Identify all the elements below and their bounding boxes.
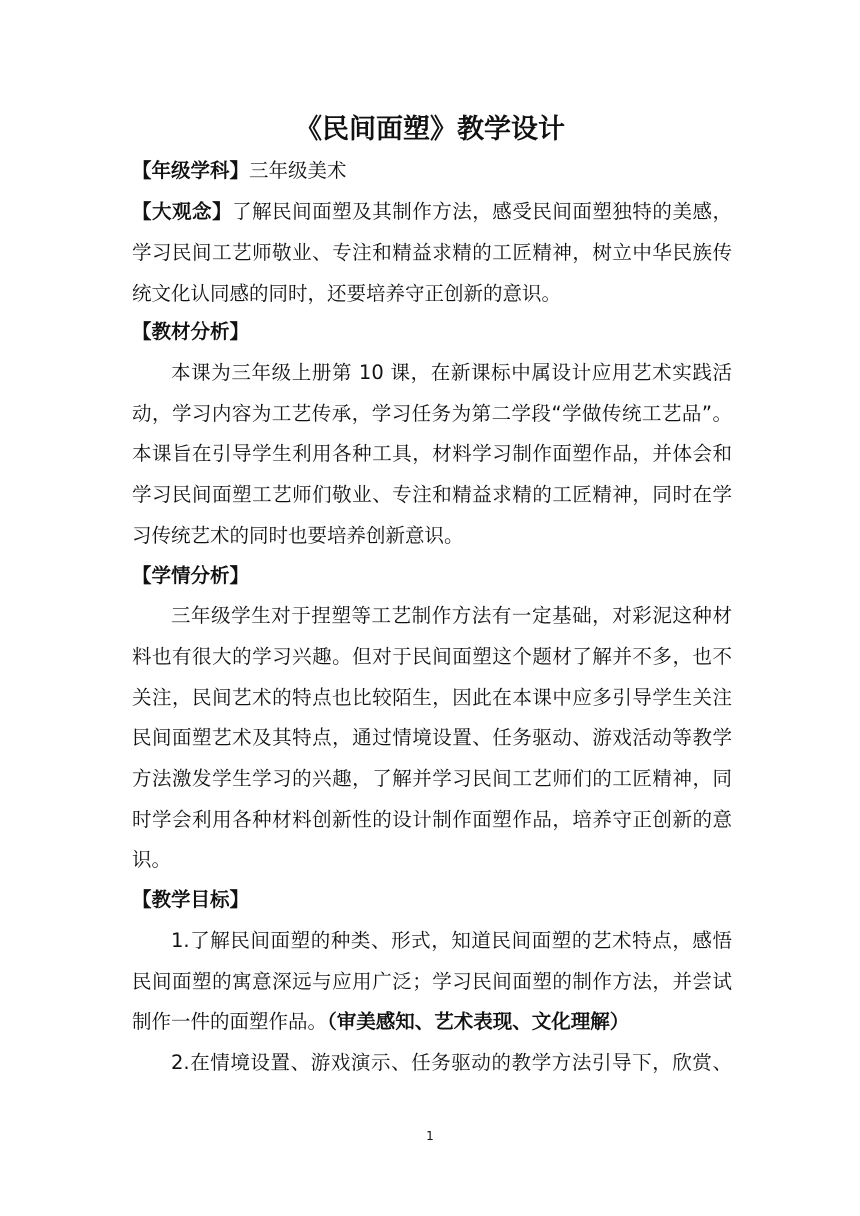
student-analysis-line: 关注，民间艺术的特点也比较陌生，因此在本课中应多引导学生关注 xyxy=(132,686,732,709)
big-idea-line-3: 统文化认同感的同时，还要培养守正创新的意识。 xyxy=(132,282,562,305)
objective-1-competencies: （审美感知、艺术表现、文化理解） xyxy=(327,1010,630,1033)
grade-line xyxy=(132,156,732,186)
document-title: 《民间面塑》教学设计 xyxy=(295,114,565,145)
student-analysis-line: 方法激发学生学习的兴趣，了解并学习民间工艺师们的工匠精神，同 xyxy=(132,767,732,790)
material-analysis-line: 动，学习内容为工艺传承，学习任务为第二学段“学做传统工艺品”。 xyxy=(132,402,732,425)
big-idea-label: 【大观念】 xyxy=(132,200,233,223)
material-analysis-line: 本课为三年级上册第 10 课，在新课标中属设计应用艺术实践活 xyxy=(171,361,732,384)
material-analysis-line: 学习民间面塑工艺师们敬业、专注和精益求精的工匠精神，同时在学 xyxy=(132,483,732,506)
objectives-heading: 【教学目标】 xyxy=(132,888,250,911)
student-analysis-line: 时学会利用各种材料创新性的设计制作面塑作品，培养守正创新的意 xyxy=(132,808,732,831)
material-analysis-heading: 【教材分析】 xyxy=(132,320,250,343)
objective-2-line-1: 2.在情境设置、游戏演示、任务驱动的教学方法引导下，欣赏、 xyxy=(171,1051,732,1074)
grade-label: 【年级学科】 xyxy=(132,159,250,182)
big-idea-text-1: 了解民间面塑及其制作方法，感受民间面塑独特的美感， xyxy=(232,200,732,223)
objective-1-text: 制作一件的面塑作品。 xyxy=(132,1010,328,1033)
student-analysis-line: 民间面塑艺术及其特点，通过情境设置、任务驱动、游戏活动等教学 xyxy=(132,726,732,749)
student-analysis-line: 识。 xyxy=(132,848,172,871)
student-analysis-line: 三年级学生对于捏塑等工艺制作方法有一定基础，对彩泥这种材 xyxy=(171,604,732,627)
student-analysis-heading: 【学情分析】 xyxy=(132,564,250,587)
objective-1-line-1: 1.了解民间面塑的种类、形式，知道民间面塑的艺术特点，感悟 xyxy=(171,929,732,952)
big-idea-line-2: 学习民间工艺师敬业、专注和精益求精的工匠精神，树立中华民族传 xyxy=(132,241,732,264)
student-analysis-line: 料也有很大的学习兴趣。但对于民间面塑这个题材了解并不多，也不 xyxy=(132,645,732,668)
objective-1-line-3 xyxy=(132,1007,732,1037)
material-analysis-line: 习传统艺术的同时也要培养创新意识。 xyxy=(132,524,464,547)
page-number: 1 xyxy=(426,1129,434,1143)
big-idea-line-1 xyxy=(132,197,732,227)
objective-1-line-2: 民间面塑的寓意深远与应用广泛；学习民间面塑的制作方法，并尝试 xyxy=(132,970,732,993)
material-analysis-line: 本课旨在引导学生利用各种工具，材料学习制作面塑作品，并体会和 xyxy=(132,442,732,465)
grade-value: 三年级美术 xyxy=(249,159,347,182)
